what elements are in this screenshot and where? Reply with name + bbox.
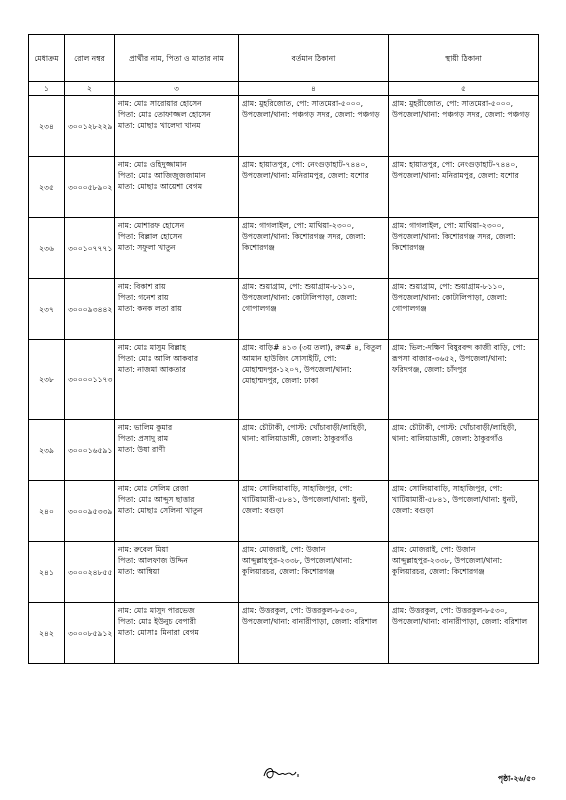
name-cell [115, 340, 239, 420]
name-cell [115, 157, 239, 218]
serial-cell: ২৩৪ [29, 96, 65, 157]
present-address: গ্রাম: চৌটাকী, পোস্ট: খোঁচাবাড়ী/লাহিড়ী, থানা: বালিয়াডাঙ্গী, জেলা: ঠাকুরগাঁও [242, 423, 367, 443]
father-name: পিতা: মোঃ আব্দুস ছাত্তার [118, 495, 195, 504]
permanent-address: গ্রাম: মোজরাই, পো: উজান আব্দুল্লাহপুর-২৩৩৮, উপজেলা/থানা: কুলিয়ারচর, জেলা: কিশোরগঞ্জ [392, 545, 503, 576]
serial-cell: ২৩৫ [29, 157, 65, 218]
present-address: গ্রাম: শুয়াগ্রাম, পো: শুয়াগ্রাম-৮১১০, উপজেলা/থানা: কোটালিপাড়া, জেলা: গোপালগঞ্জ [242, 282, 358, 313]
header-row [29, 35, 539, 82]
roll-cell: ৩০০১২৮২২৯ [65, 96, 115, 157]
roll-cell: ৩০০০২৪৮৫৫ [65, 542, 115, 603]
father-name: পিতা: প্রসাদু রাম [118, 434, 169, 443]
permanent-address: গ্রাম: শুয়াগ্রাম, পো: শুয়াগ্রাম-৮১১০, উপজেলা/থানা: কোটালিপাড়া, জেলা: গোপালগঞ্জ [392, 282, 508, 313]
permanent-address: গ্রাম: গাগলাইল, পো: মাথিয়া-২৩০০, উপজেলা/থানা: কিশোরগঞ্জ সদর, জেলা: কিশোরগঞ্জ [392, 221, 516, 252]
name-cell [115, 96, 239, 157]
header-present-address: বর্তমান ঠিকানা [239, 35, 389, 82]
table-row [29, 340, 539, 420]
page-number: পৃষ্ঠা-২৬/৫০ [498, 774, 536, 783]
permanent-address-cell [389, 603, 539, 664]
mother-name: মাতা: আম্বিয়া [118, 567, 160, 576]
serial-cell: ২৩৬ [29, 218, 65, 279]
permanent-address: গ্রাম: হায়াতপুর, পো: নেংগুড়াহাট-৭৪৪০, উপজেলা/থানা: মনিরামপুর, জেলা: যশোর [392, 160, 519, 180]
roll-cell: ৩০০০৮৫৯১২ [65, 603, 115, 664]
permanent-address-cell [389, 420, 539, 481]
column-number: ৪ [239, 82, 389, 96]
permanent-address: গ্রাম: চৌটাকী, পোস্ট: খোঁচাবাড়ী/লাহিড়ী, থানা: বালিয়াডাঙ্গী, জেলা: ঠাকুরগাঁও [392, 423, 517, 443]
present-address-cell [239, 340, 389, 420]
present-address-cell [239, 279, 389, 340]
permanent-address: গ্রাম: ভিল:-দক্ষিণ বিষুরবন্দ কাজী বাড়ি, পো: রূপসা বাজার-৩৬৫২, উপজেলা/থানা: ফরিদগঞ্জ, জেলা: চাঁদপুর [392, 343, 526, 374]
present-address: গ্রাম: গাগলাইল, পো: মাথিয়া-২৩০০, উপজেলা/থানা: কিশোরগঞ্জ সদর, জেলা: কিশোরগঞ্জ [242, 221, 366, 252]
candidate-name: নাম: মোশারফ হোসেন [118, 221, 185, 230]
candidate-name: নাম: ভালিম কুমার [118, 423, 173, 432]
name-cell [115, 481, 239, 542]
name-cell [115, 279, 239, 340]
mother-name: মাতা: মোছাঃ আয়েশা বেগম [118, 182, 203, 191]
name-cell [115, 420, 239, 481]
mother-name: মাতা: মোসাঃ মিনারা বেগম [118, 628, 199, 637]
present-address: গ্রাম: বাড়ি# ৪১৩ (৩য় তলা), রুম# ৪, বিতুল আমান হাউজিং সোসাইটি, পো: মোহাম্মদপুর-১২০৭, উপজেলা/থানা: মোহাম্মদপুর, জেলা: ঢাকা [242, 343, 382, 385]
serial-cell: ২৪২ [29, 603, 65, 664]
candidate-name: নাম: মোঃ মাসুম বিল্লাহ [118, 343, 186, 352]
father-name: পিতা: মোঃ ইউনুচ বেপারী [118, 617, 197, 626]
serial-cell: ২৩৯ [29, 420, 65, 481]
table-row [29, 157, 539, 218]
present-address-cell [239, 157, 389, 218]
permanent-address: গ্রাম: উত্তরকুল, পো: উত্তরকুল-৮৫৩০, উপজেলা/থানা: বানারীপাড়া, জেলা: বরিশাল [392, 606, 528, 626]
candidate-name: নাম: মোঃ সেলিম রেজা [118, 484, 189, 493]
candidate-name: নাম: মোঃ সারোয়ার হোসেন [118, 99, 202, 108]
permanent-address: গ্রাম: মুহরীজোত, পো: সাতমেরা-৫০০০, উপজেলা/থানা: পঞ্চগড় সদর, জেলা: পঞ্চগড় [392, 99, 530, 119]
permanent-address-cell [389, 96, 539, 157]
present-address-cell [239, 542, 389, 603]
father-name: পিতা: মোঃ আলি আকবার [118, 354, 199, 363]
roll-cell: ৩০০০১৬৫৯১ [65, 420, 115, 481]
header-serial: মেধাক্রম [29, 35, 65, 82]
table-row [29, 603, 539, 664]
table-row [29, 218, 539, 279]
column-number-row [29, 82, 539, 96]
permanent-address-cell [389, 157, 539, 218]
candidate-name: নাম: বিকাশ রায় [118, 282, 166, 291]
candidate-name: নাম: মোঃ মাসুদ পারভেজ [118, 606, 195, 615]
serial-cell: ২৪১ [29, 542, 65, 603]
father-name: পিতা: মোঃ তোফাজ্জল হোসেন [118, 110, 211, 119]
present-address-cell [239, 481, 389, 542]
mother-name: মাতা: কনক লতা রায় [118, 304, 182, 313]
permanent-address: গ্রাম: সোলিয়াবাড়ি, সাহাজিপুর, পো: খাটিয়ামারী-৫৮৪১, উপজেলা/থানা: ধুনট, জেলা: বগুড়া [392, 484, 518, 515]
permanent-address-cell [389, 279, 539, 340]
table-row [29, 481, 539, 542]
header-permanent-address: স্থায়ী ঠিকানা [389, 35, 539, 82]
mother-name: মাতা: মোছাঃ সেলিনা খাতুন [118, 506, 203, 515]
header-name: প্রার্থীর নাম, পিতা ও মাতার নাম [115, 35, 239, 82]
name-cell [115, 603, 239, 664]
father-name: পিতা: গনেশ রায় [118, 293, 169, 302]
candidate-name: নাম: মোঃ ওহিদুজ্জামান [118, 160, 187, 169]
mother-name: মাতা: মোছাঃ খালেদা খানম [118, 121, 201, 130]
roll-cell: ৩০০১০৭৭৭১ [65, 218, 115, 279]
table-row [29, 279, 539, 340]
present-address-cell [239, 96, 389, 157]
table-row [29, 96, 539, 157]
present-address: গ্রাম: মুহরিজোত, পো: সাতমেরা-৫০০০, উপজেলা/থানা: পঞ্চগড় সদর, জেলা: পঞ্চগড় [242, 99, 380, 119]
roll-cell: ৩০০০৫৮৯০২ [65, 157, 115, 218]
permanent-address-cell [389, 218, 539, 279]
permanent-address-cell [389, 542, 539, 603]
column-number: ১ [29, 82, 65, 96]
roll-cell: ৩০০০৯৩৪৪২ [65, 279, 115, 340]
table-row [29, 420, 539, 481]
signature-mark [260, 762, 300, 784]
father-name: পিতা: মোঃ আজিজুজজামান [118, 171, 206, 180]
father-name: পিতা: আলফাজ উদ্দিন [118, 556, 188, 565]
serial-cell: ২৩৭ [29, 279, 65, 340]
mother-name: মাতা: উষা রাণী [118, 445, 166, 454]
name-cell [115, 542, 239, 603]
name-cell [115, 218, 239, 279]
present-address-cell [239, 218, 389, 279]
present-address-cell [239, 603, 389, 664]
present-address: গ্রাম: মোজরাই, পো: উজান আব্দুল্লাহপুর-২৩৩৮, উপজেলা/থানা: কুলিয়ারচর, জেলা: কিশোরগঞ্জ [242, 545, 353, 576]
column-number: ২ [65, 82, 115, 96]
father-name: পিতা: বিল্লাল হোসেন [118, 232, 183, 241]
present-address: গ্রাম: উত্তরকুল, পো: উত্তরকুল-৮৫৩০, উপজেলা/থানা: বানারীপাড়া, জেলা: বরিশাল [242, 606, 378, 626]
mother-name: মাতা: সফুলা খাতুন [118, 243, 176, 252]
roll-cell: ৩০০০৯৫৩৩৯ [65, 481, 115, 542]
serial-cell: ২৪০ [29, 481, 65, 542]
column-number: ৫ [389, 82, 539, 96]
mother-name: মাতা: নাজমা আকতার [118, 365, 186, 374]
present-address: গ্রাম: সোলিয়াবাড়ি, সাহাজিপুর, পো: খাটিয়ামারী-৫৮৪১, উপজেলা/থানা: ধুনট, জেলা: বগুড়া [242, 484, 368, 515]
serial-cell: ২৩৮ [29, 340, 65, 420]
candidate-name: নাম: রুবেল মিয়া [118, 545, 169, 554]
permanent-address-cell [389, 481, 539, 542]
roll-cell: ৩০০০০১১৭৩ [65, 340, 115, 420]
column-number: ৩ [115, 82, 239, 96]
header-roll: রোল নম্বর [65, 35, 115, 82]
present-address: গ্রাম: হায়াতপুর, পো: নেংগুড়াহাট-৭৪৪০, উপজেলা/থানা: মনিরামপুর, জেলা: যশোর [242, 160, 369, 180]
permanent-address-cell [389, 340, 539, 420]
candidate-table [28, 34, 539, 664]
table-row [29, 542, 539, 603]
present-address-cell [239, 420, 389, 481]
